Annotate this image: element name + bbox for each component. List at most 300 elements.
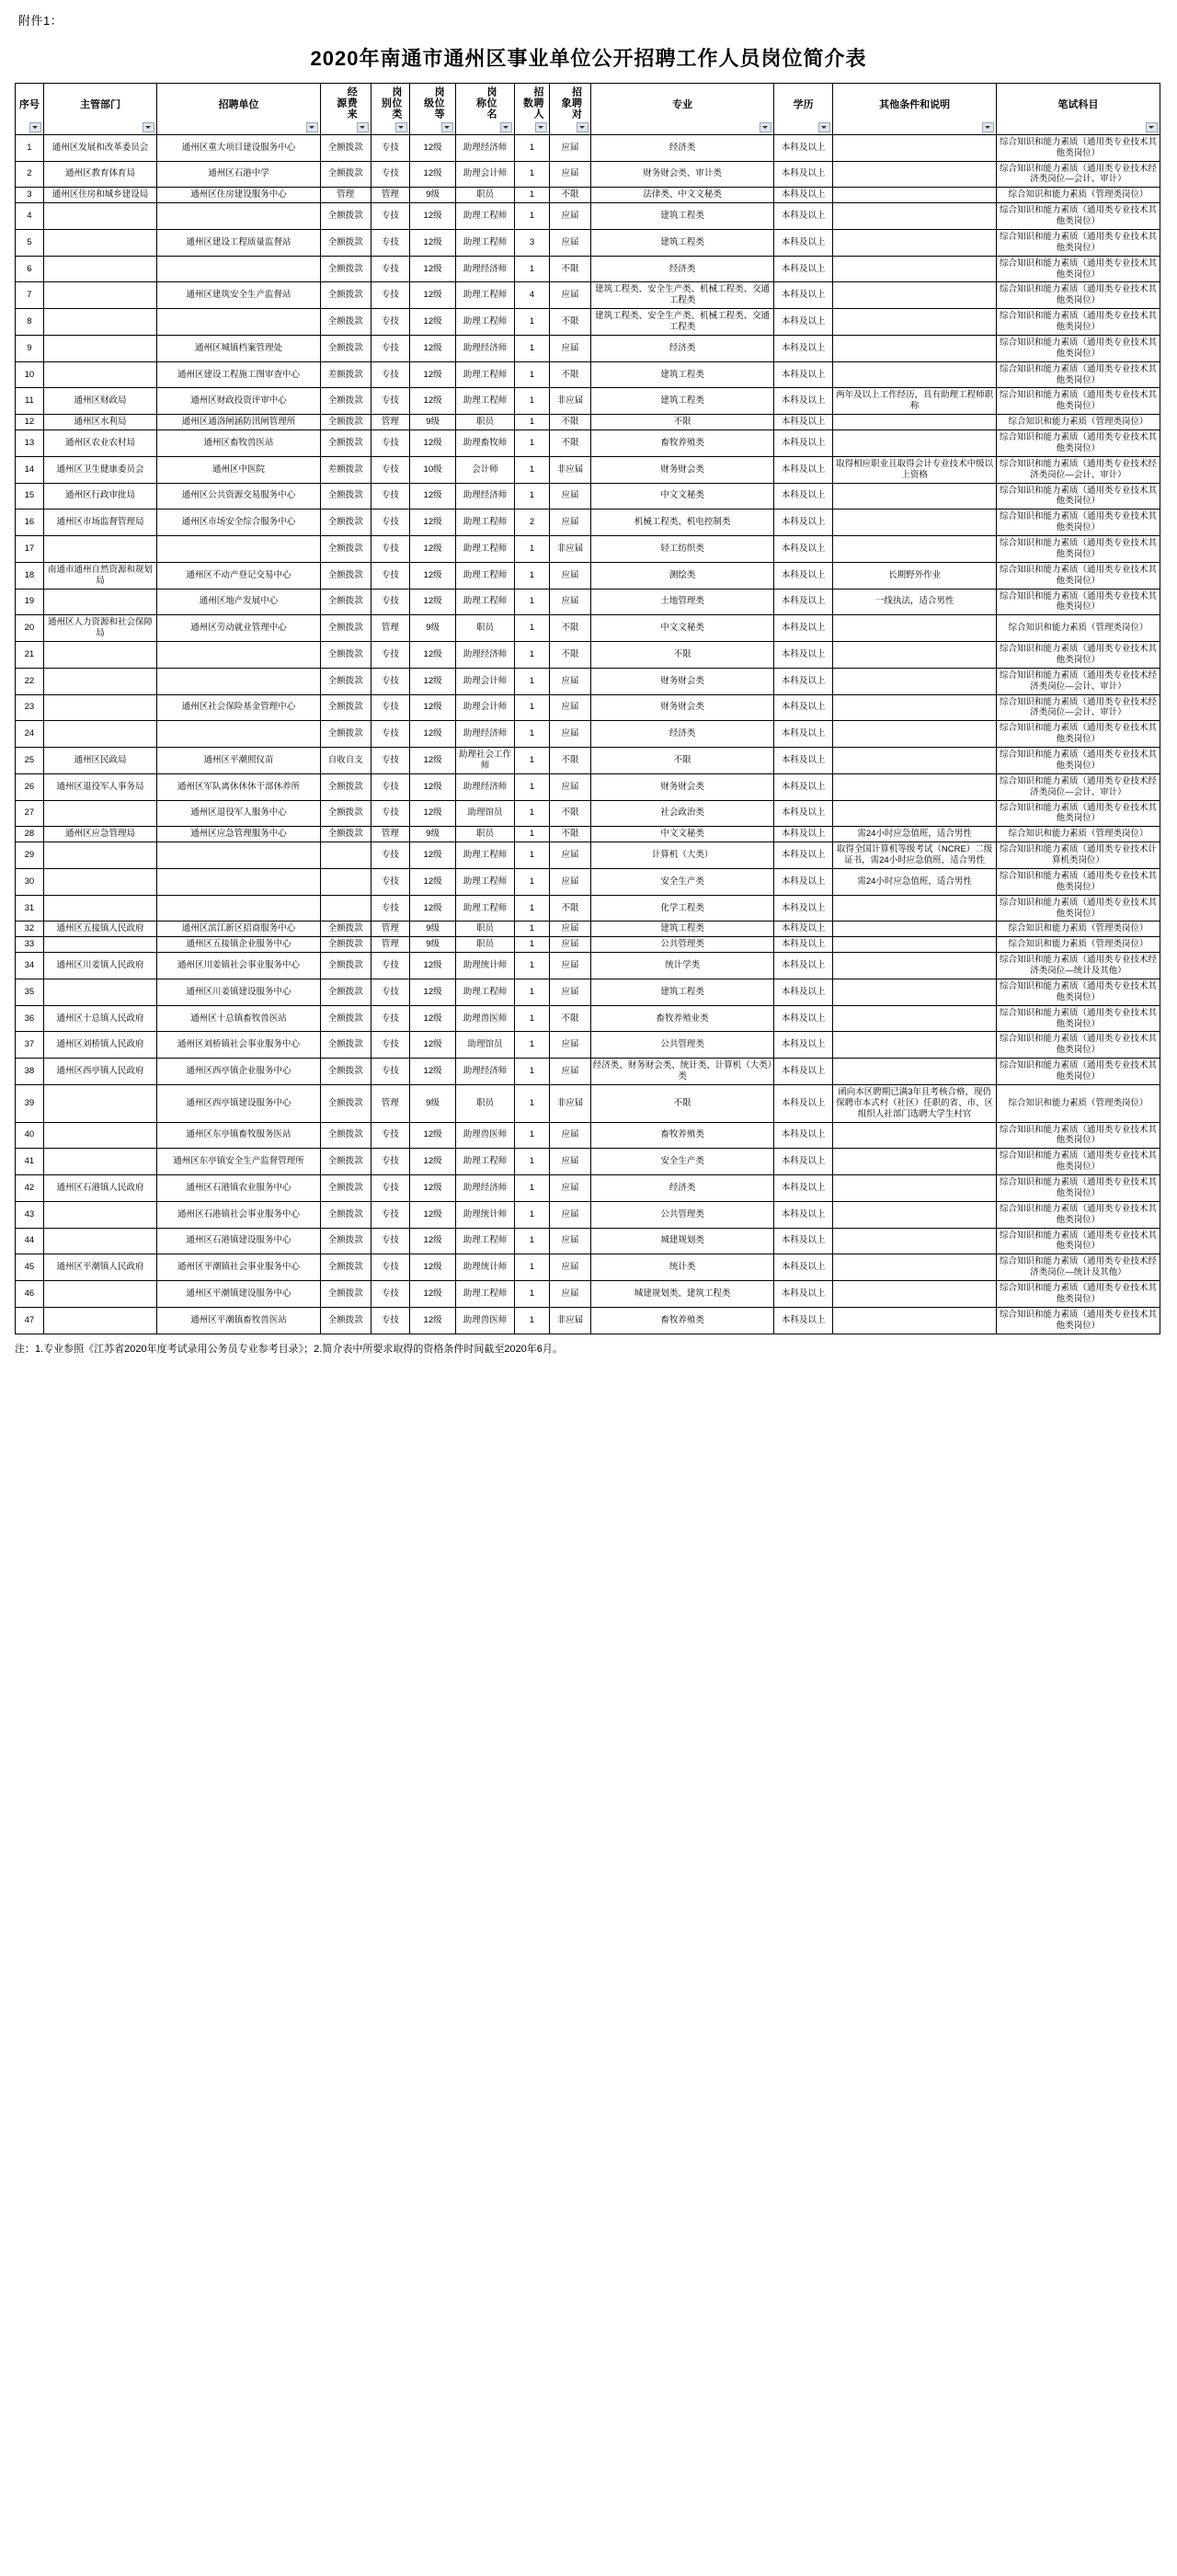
cell-other	[833, 922, 997, 937]
cell-num: 1	[515, 456, 550, 483]
table-row	[16, 979, 1160, 1005]
cell-obj: 不限	[549, 309, 590, 336]
cell-type: 专技	[371, 203, 410, 230]
cell-exam: 综合知识和能力素质（管理类岗位）	[997, 1084, 1160, 1122]
cell-fund: 全额拨款	[320, 1175, 371, 1202]
cell-fund: 全额拨款	[320, 1005, 371, 1032]
cell-obj: 应届	[549, 509, 590, 536]
cell-num: 1	[515, 415, 550, 430]
cell-edu: 本科及以上	[774, 1059, 833, 1085]
cell-name: 助理工程师	[455, 229, 514, 256]
cell-name: 助理馆员	[455, 1032, 514, 1059]
cell-exam: 综合知识和能力素质（通用类专业技术其他类岗位）	[997, 1122, 1160, 1149]
cell-num: 1	[515, 335, 550, 361]
cell-fund: 全额拨款	[320, 922, 371, 937]
cell-type: 管理	[371, 827, 410, 842]
cell-unit: 通州区川姜镇建设服务中心	[157, 979, 321, 1005]
cell-exam: 综合知识和能力素质（通用类专业技术其他类岗位）	[997, 536, 1160, 563]
cell-exam: 综合知识和能力素质（通用类专业技术经济类岗位—会计、审计）	[997, 161, 1160, 188]
cell-obj: 应届	[549, 694, 590, 721]
col-header-unit[interactable]: 招聘单位	[157, 84, 321, 135]
col-header-fund[interactable]: 经费来源	[320, 84, 371, 135]
cell-name: 助理工程师	[455, 1281, 514, 1308]
cell-other: 需24小时应急值班，适合男性	[833, 868, 997, 895]
cell-name: 职员	[455, 188, 514, 203]
cell-obj: 非应届	[549, 1307, 590, 1334]
filter-dropdown-icon[interactable]	[29, 122, 41, 132]
cell-num: 1	[515, 1059, 550, 1085]
cell-obj: 应届	[549, 668, 590, 694]
cell-edu: 本科及以上	[774, 456, 833, 483]
cell-seq: 27	[16, 800, 44, 827]
cell-major: 安全生产类	[590, 1149, 773, 1175]
cell-dept	[43, 842, 156, 869]
cell-other	[833, 953, 997, 979]
cell-num: 1	[515, 1228, 550, 1254]
cell-level: 9级	[410, 1084, 456, 1122]
filter-dropdown-icon[interactable]	[982, 122, 994, 132]
cell-exam: 综合知识和能力素质（通用类专业技术其他类岗位）	[997, 1175, 1160, 1202]
cell-major: 建筑工程类	[590, 388, 773, 415]
col-header-type[interactable]: 岗位类别	[371, 84, 410, 135]
cell-exam: 综合知识和能力素质（通用类专业技术其他类岗位）	[997, 562, 1160, 589]
cell-obj: 应届	[549, 483, 590, 509]
footer-note: 注：1.专业参照《江苏省2020年度考试录用公务员专业参考目录》；2.简介表中所要求取得的资格条件时间截至2020年6月。	[15, 1343, 563, 1355]
cell-other	[833, 229, 997, 256]
cell-major: 不限	[590, 748, 773, 774]
cell-edu: 本科及以上	[774, 827, 833, 842]
cell-seq: 31	[16, 895, 44, 922]
table-row	[16, 1307, 1160, 1334]
cell-other	[833, 1005, 997, 1032]
cell-dept	[43, 800, 156, 827]
cell-dept	[43, 203, 156, 230]
cell-fund: 全额拨款	[320, 562, 371, 589]
cell-level: 12级	[410, 361, 456, 388]
cell-level: 12级	[410, 1201, 456, 1228]
filter-dropdown-icon[interactable]	[395, 122, 407, 132]
cell-edu: 本科及以上	[774, 922, 833, 937]
cell-level: 9级	[410, 937, 456, 953]
cell-num: 1	[515, 1307, 550, 1334]
cell-fund: 全额拨款	[320, 282, 371, 309]
cell-unit	[157, 895, 321, 922]
cell-dept	[43, 1149, 156, 1175]
col-header-level[interactable]: 岗位等级	[410, 84, 456, 135]
cell-fund: 全额拨款	[320, 721, 371, 748]
cell-dept	[43, 361, 156, 388]
filter-dropdown-icon[interactable]	[760, 122, 771, 132]
cell-level: 12级	[410, 1122, 456, 1149]
col-header-obj[interactable]: 招聘对象	[549, 84, 590, 135]
cell-obj: 应届	[549, 1201, 590, 1228]
cell-type: 专技	[371, 1122, 410, 1149]
cell-dept	[43, 642, 156, 669]
cell-num: 1	[515, 642, 550, 669]
cell-unit: 通州区财政投资评审中心	[157, 388, 321, 415]
cell-obj: 应届	[549, 922, 590, 937]
cell-type: 管理	[371, 415, 410, 430]
cell-major: 经济类	[590, 256, 773, 282]
cell-name: 助理兽医师	[455, 1307, 514, 1334]
cell-unit: 通州区市场安全综合服务中心	[157, 509, 321, 536]
cell-edu: 本科及以上	[774, 1032, 833, 1059]
cell-num: 1	[515, 721, 550, 748]
cell-obj: 应届	[549, 1059, 590, 1085]
cell-edu: 本科及以上	[774, 937, 833, 953]
cell-dept: 通州区石港镇人民政府	[43, 1175, 156, 1202]
cell-fund: 全额拨款	[320, 415, 371, 430]
cell-major: 经济类	[590, 721, 773, 748]
cell-edu: 本科及以上	[774, 748, 833, 774]
cell-exam: 综合知识和能力素质（通用类专业技术其他类岗位）	[997, 1307, 1160, 1334]
cell-level: 12级	[410, 642, 456, 669]
col-header-num[interactable]: 招聘人数	[515, 84, 550, 135]
cell-num: 1	[515, 868, 550, 895]
cell-level: 12级	[410, 773, 456, 800]
cell-num: 1	[515, 483, 550, 509]
cell-fund: 全额拨款	[320, 1059, 371, 1085]
cell-major: 土地管理类	[590, 589, 773, 615]
cell-obj: 应届	[549, 589, 590, 615]
table-row	[16, 536, 1160, 563]
cell-edu: 本科及以上	[774, 842, 833, 869]
col-header-seq[interactable]: 序号	[16, 84, 44, 135]
cell-major: 经济类、财务财会类、统计类、计算机（大类）类	[590, 1059, 773, 1085]
cell-exam: 综合知识和能力素质（通用类专业技术其他类岗位）	[997, 1149, 1160, 1175]
cell-dept	[43, 309, 156, 336]
table-row	[16, 668, 1160, 694]
cell-level: 12级	[410, 536, 456, 563]
filter-dropdown-icon[interactable]	[1146, 122, 1158, 132]
cell-level: 12级	[410, 721, 456, 748]
cell-dept: 通州区川姜镇人民政府	[43, 953, 156, 979]
cell-num: 1	[515, 895, 550, 922]
cell-other	[833, 773, 997, 800]
cell-dept	[43, 868, 156, 895]
table-body	[16, 134, 1160, 1334]
cell-level: 12级	[410, 256, 456, 282]
cell-unit: 通州区十总镇畜牧兽医站	[157, 1005, 321, 1032]
cell-name: 助理畜牧师	[455, 430, 514, 457]
col-header-name[interactable]: 岗位名称	[455, 84, 514, 135]
cell-major: 中文文秘类	[590, 483, 773, 509]
table-row	[16, 589, 1160, 615]
cell-level: 12级	[410, 430, 456, 457]
cell-fund: 差额拨款	[320, 361, 371, 388]
cell-exam: 综合知识和能力素质（通用类专业技术经济类岗位—会计、审计）	[997, 456, 1160, 483]
cell-level: 12级	[410, 1005, 456, 1032]
cell-exam: 综合知识和能力素质（通用类专业技术其他类岗位）	[997, 430, 1160, 457]
cell-type: 管理	[371, 1084, 410, 1122]
cell-fund: 全额拨款	[320, 979, 371, 1005]
cell-dept: 通州区刘桥镇人民政府	[43, 1032, 156, 1059]
cell-major: 畜牧养殖业类	[590, 1005, 773, 1032]
cell-name: 助理会计师	[455, 161, 514, 188]
cell-edu: 本科及以上	[774, 415, 833, 430]
cell-seq: 39	[16, 1084, 44, 1122]
cell-seq: 10	[16, 361, 44, 388]
filter-dropdown-icon[interactable]	[577, 122, 588, 132]
filter-dropdown-icon[interactable]	[143, 122, 154, 132]
filter-dropdown-icon[interactable]	[357, 122, 369, 132]
cell-type: 专技	[371, 1201, 410, 1228]
cell-seq: 42	[16, 1175, 44, 1202]
cell-name: 助理兽医师	[455, 1005, 514, 1032]
cell-num: 1	[515, 937, 550, 953]
cell-seq: 21	[16, 642, 44, 669]
cell-unit: 通州区畜牧兽医站	[157, 430, 321, 457]
cell-other	[833, 256, 997, 282]
cell-other: 两年及以上工作经历，具有助理工程师职称	[833, 388, 997, 415]
cell-fund: 全额拨款	[320, 309, 371, 336]
cell-fund: 全额拨款	[320, 536, 371, 563]
cell-exam: 综合知识和能力素质（通用类专业技术经济类岗位—会计、审计）	[997, 773, 1160, 800]
cell-other	[833, 1122, 997, 1149]
table-row	[16, 309, 1160, 336]
cell-type: 专技	[371, 953, 410, 979]
table-row	[16, 748, 1160, 774]
cell-edu: 本科及以上	[774, 694, 833, 721]
table-row	[16, 282, 1160, 309]
cell-seq: 36	[16, 1005, 44, 1032]
table-row	[16, 1005, 1160, 1032]
cell-type: 专技	[371, 335, 410, 361]
cell-obj: 应届	[549, 1228, 590, 1254]
cell-other	[833, 979, 997, 1005]
cell-other	[833, 694, 997, 721]
cell-dept	[43, 937, 156, 953]
cell-obj: 不限	[549, 1005, 590, 1032]
cell-type: 专技	[371, 868, 410, 895]
cell-num: 1	[515, 1254, 550, 1281]
cell-num: 1	[515, 309, 550, 336]
cell-type: 专技	[371, 309, 410, 336]
cell-dept: 通州区财政局	[43, 388, 156, 415]
cell-fund: 全额拨款	[320, 1084, 371, 1122]
cell-edu: 本科及以上	[774, 1084, 833, 1122]
cell-seq: 11	[16, 388, 44, 415]
cell-name: 助理工程师	[455, 589, 514, 615]
cell-type: 专技	[371, 1149, 410, 1175]
cell-unit: 通州区石港镇农业服务中心	[157, 1175, 321, 1202]
cell-fund	[320, 895, 371, 922]
cell-type: 专技	[371, 773, 410, 800]
cell-type: 专技	[371, 642, 410, 669]
cell-type: 专技	[371, 456, 410, 483]
cell-dept: 通州区平潮镇人民政府	[43, 1254, 156, 1281]
cell-name: 助理工程师	[455, 1149, 514, 1175]
cell-level: 12级	[410, 203, 456, 230]
cell-seq: 34	[16, 953, 44, 979]
cell-level: 12级	[410, 1281, 456, 1308]
cell-other	[833, 483, 997, 509]
cell-edu: 本科及以上	[774, 1307, 833, 1334]
cell-level: 12级	[410, 1307, 456, 1334]
cell-level: 12级	[410, 134, 456, 161]
cell-major: 畜牧养殖类	[590, 1307, 773, 1334]
cell-name: 助理工程师	[455, 979, 514, 1005]
cell-unit	[157, 536, 321, 563]
table-row	[16, 562, 1160, 589]
cell-exam: 综合知识和能力素质（通用类专业技术其他类岗位）	[997, 868, 1160, 895]
cell-name: 助理工程师	[455, 509, 514, 536]
cell-dept: 通州区西亭镇人民政府	[43, 1059, 156, 1085]
cell-major: 机械工程类、机电控制类	[590, 509, 773, 536]
cell-name: 职员	[455, 615, 514, 642]
cell-name: 助理馆员	[455, 800, 514, 827]
table-row	[16, 430, 1160, 457]
cell-exam: 综合知识和能力素质（通用类专业技术其他类岗位）	[997, 483, 1160, 509]
cell-other	[833, 161, 997, 188]
cell-dept: 通州区住房和城乡建设局	[43, 188, 156, 203]
table-row	[16, 842, 1160, 869]
cell-major: 建筑工程类	[590, 229, 773, 256]
col-header-other[interactable]: 其他条件和说明	[833, 84, 997, 135]
cell-edu: 本科及以上	[774, 668, 833, 694]
cell-seq: 15	[16, 483, 44, 509]
cell-major: 化学工程类	[590, 895, 773, 922]
cell-seq: 2	[16, 161, 44, 188]
cell-edu: 本科及以上	[774, 1228, 833, 1254]
cell-type: 专技	[371, 1032, 410, 1059]
cell-num: 1	[515, 1281, 550, 1308]
cell-fund: 全额拨款	[320, 773, 371, 800]
cell-level: 12级	[410, 842, 456, 869]
cell-unit: 通州区平潮照仪苗	[157, 748, 321, 774]
cell-num: 1	[515, 979, 550, 1005]
cell-seq: 25	[16, 748, 44, 774]
col-header-exam[interactable]: 笔试科目	[997, 84, 1160, 135]
cell-dept	[43, 1228, 156, 1254]
table-row	[16, 773, 1160, 800]
filter-dropdown-icon[interactable]	[535, 122, 547, 132]
cell-seq: 12	[16, 415, 44, 430]
cell-name: 助理兽医师	[455, 1122, 514, 1149]
col-header-major[interactable]: 专业	[590, 84, 773, 135]
cell-edu: 本科及以上	[774, 800, 833, 827]
cell-seq: 5	[16, 229, 44, 256]
cell-obj: 不限	[549, 415, 590, 430]
cell-unit	[157, 642, 321, 669]
cell-type: 专技	[371, 1005, 410, 1032]
cell-other	[833, 1149, 997, 1175]
cell-major: 畜牧养殖类	[590, 430, 773, 457]
cell-edu: 本科及以上	[774, 282, 833, 309]
cell-major: 经济类	[590, 335, 773, 361]
cell-seq: 22	[16, 668, 44, 694]
cell-type: 专技	[371, 1254, 410, 1281]
cell-seq: 23	[16, 694, 44, 721]
cell-major: 建筑工程类	[590, 979, 773, 1005]
cell-edu: 本科及以上	[774, 134, 833, 161]
cell-exam: 综合知识和能力素质（通用类专业技术其他类岗位）	[997, 1281, 1160, 1308]
cell-exam: 综合知识和能力素质（通用类专业技术其他类岗位）	[997, 1201, 1160, 1228]
table-row	[16, 1175, 1160, 1202]
cell-edu: 本科及以上	[774, 188, 833, 203]
cell-type: 专技	[371, 256, 410, 282]
cell-exam: 综合知识和能力素质（通用类专业技术其他类岗位）	[997, 509, 1160, 536]
col-header-edu[interactable]: 学历	[774, 84, 833, 135]
filter-dropdown-icon[interactable]	[500, 122, 512, 132]
filter-dropdown-icon[interactable]	[441, 122, 453, 132]
cell-other	[833, 309, 997, 336]
cell-obj: 应届	[549, 842, 590, 869]
cell-other	[833, 1254, 997, 1281]
cell-fund: 全额拨款	[320, 203, 371, 230]
filter-dropdown-icon[interactable]	[818, 122, 830, 132]
cell-seq: 32	[16, 922, 44, 937]
cell-edu: 本科及以上	[774, 562, 833, 589]
cell-dept	[43, 536, 156, 563]
cell-obj: 应届	[549, 161, 590, 188]
cell-obj: 应届	[549, 773, 590, 800]
cell-major: 建筑工程类、安全生产类、机械工程类、交通工程类	[590, 282, 773, 309]
cell-unit: 通州区社会保险基金管理中心	[157, 694, 321, 721]
cell-name: 助理工程师	[455, 536, 514, 563]
cell-edu: 本科及以上	[774, 1122, 833, 1149]
filter-dropdown-icon[interactable]	[306, 122, 318, 132]
cell-level: 12级	[410, 1175, 456, 1202]
table-row	[16, 335, 1160, 361]
cell-major: 安全生产类	[590, 868, 773, 895]
cell-seq: 30	[16, 868, 44, 895]
cell-seq: 40	[16, 1122, 44, 1149]
cell-major: 财务财会类	[590, 694, 773, 721]
cell-name: 助理统计师	[455, 1201, 514, 1228]
cell-unit: 通州区重大项目建设服务中心	[157, 134, 321, 161]
cell-seq: 47	[16, 1307, 44, 1334]
cell-unit	[157, 668, 321, 694]
cell-obj: 应届	[549, 1032, 590, 1059]
cell-dept	[43, 694, 156, 721]
cell-dept	[43, 1201, 156, 1228]
cell-seq: 18	[16, 562, 44, 589]
cell-obj: 应届	[549, 134, 590, 161]
table-row	[16, 388, 1160, 415]
cell-unit: 通州区平潮镇建设服务中心	[157, 1281, 321, 1308]
table-row	[16, 694, 1160, 721]
cell-type: 专技	[371, 895, 410, 922]
cell-other: 函向本区聘期已满3年且考核合格，现仍保聘市本式村（社区）任职的省、市、区组织人社部门选聘大学生村官	[833, 1084, 997, 1122]
cell-name: 助理工程师	[455, 1228, 514, 1254]
cell-dept: 通州区十总镇人民政府	[43, 1005, 156, 1032]
table-row	[16, 483, 1160, 509]
cell-unit: 通州区西亭镇企业服务中心	[157, 1059, 321, 1085]
cell-major: 不限	[590, 642, 773, 669]
cell-fund: 全额拨款	[320, 161, 371, 188]
cell-type: 专技	[371, 361, 410, 388]
cell-exam: 综合知识和能力素质（通用类专业技术其他类岗位）	[997, 1228, 1160, 1254]
cell-obj: 不限	[549, 430, 590, 457]
cell-dept	[43, 256, 156, 282]
cell-obj: 应届	[549, 1149, 590, 1175]
cell-fund: 全额拨款	[320, 642, 371, 669]
cell-exam: 综合知识和能力素质（通用类专业技术其他类岗位）	[997, 1059, 1160, 1085]
cell-type: 专技	[371, 483, 410, 509]
cell-edu: 本科及以上	[774, 161, 833, 188]
attachment-label: 附件1：	[18, 14, 63, 28]
cell-major: 经济类	[590, 134, 773, 161]
cell-seq: 37	[16, 1032, 44, 1059]
cell-type: 管理	[371, 937, 410, 953]
cell-name: 助理工程师	[455, 868, 514, 895]
cell-edu: 本科及以上	[774, 509, 833, 536]
cell-other	[833, 509, 997, 536]
col-header-dept[interactable]: 主管部门	[43, 84, 156, 135]
cell-seq: 44	[16, 1228, 44, 1254]
cell-fund: 全额拨款	[320, 589, 371, 615]
